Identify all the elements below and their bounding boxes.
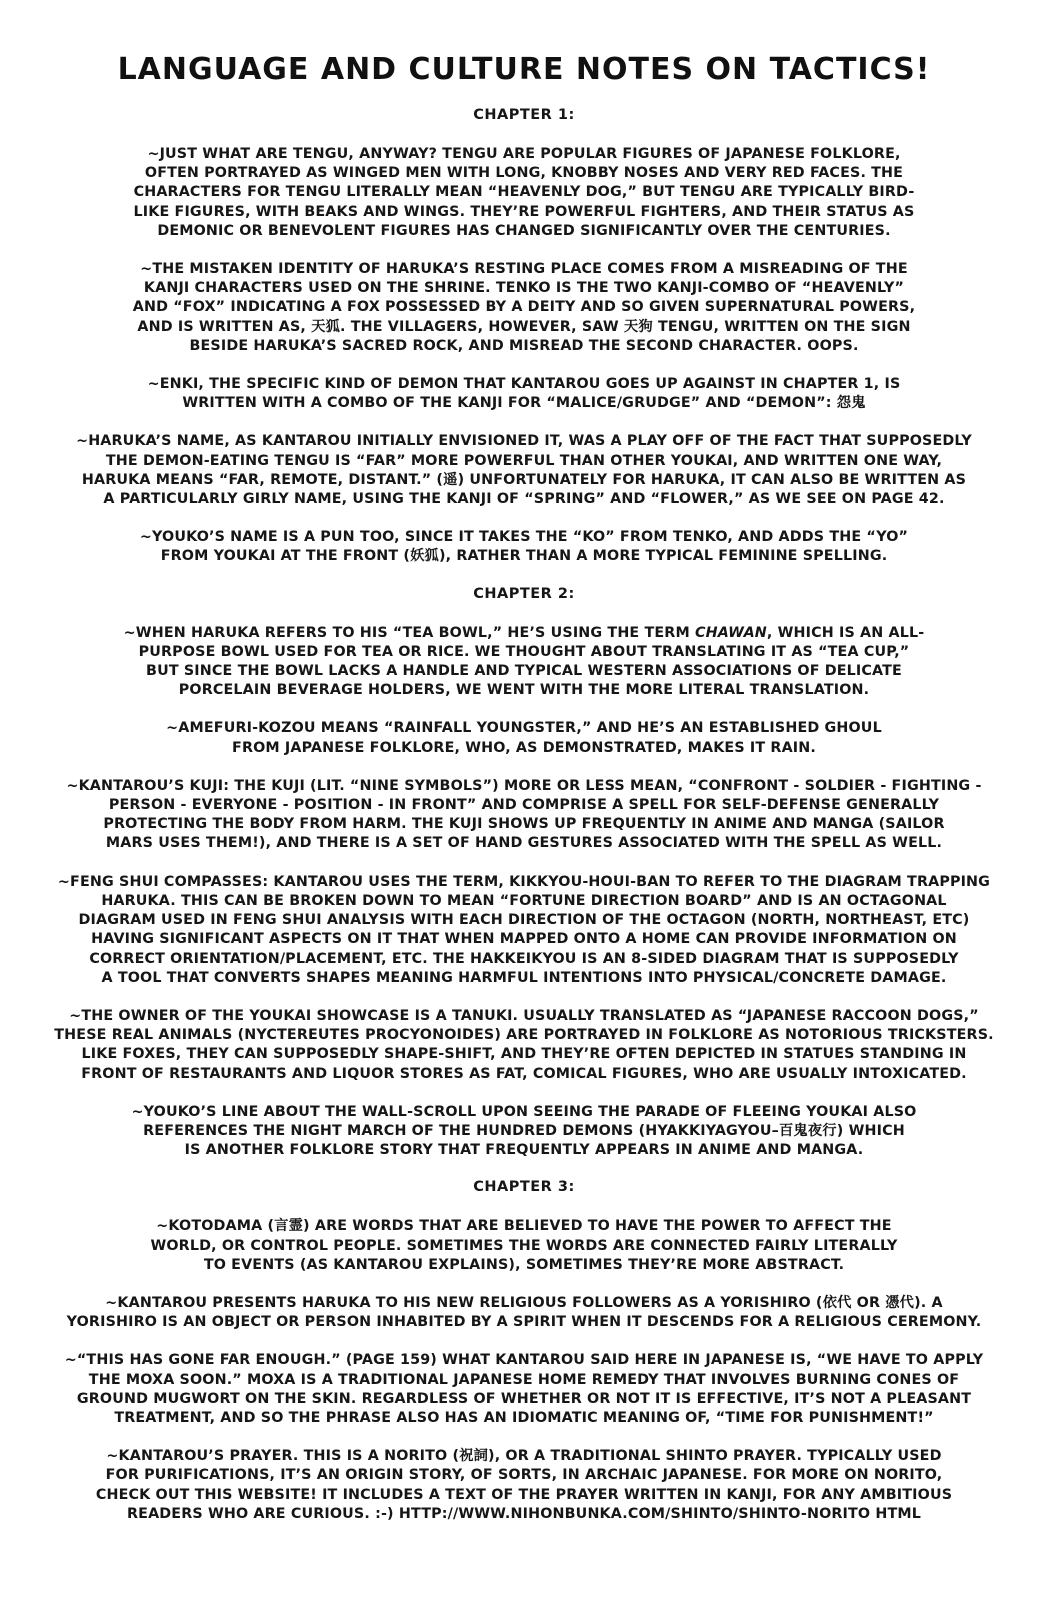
note-line: BESIDE HARUKA’S SACRED ROCK, AND MISREAD THE SECOND CHARACTER. OOPS. [189, 337, 859, 354]
note-line: HARUKA MEANS “FAR, REMOTE, DISTANT.” (遥) UNFORTUNATELY FOR HARUKA, IT CAN ALSO BE WRITTEN AS [81, 471, 967, 488]
note-line: BUT SINCE THE BOWL LACKS A HANDLE AND TYPICAL WESTERN ASSOCIATIONS OF DELICATE [146, 663, 902, 680]
note-line: MARS USES THEM!), AND THERE IS A SET OF HAND GESTURES ASSOCIATED WITH THE SPELL AS WELL. [105, 835, 943, 852]
note-line: AND IS WRITTEN AS, 天狐. THE VILLAGERS, HOWEVER, SAW 天狗 TENGU, WRITTEN ON THE SIGN [137, 318, 911, 335]
note-line: PURPOSE BOWL USED FOR TEA OR RICE. WE THOUGHT ABOUT TRANSLATING IT AS “TEA CUP,” [138, 643, 910, 660]
note-line: ~KANTAROU’S PRAYER. THIS IS A NORITO (祝詞), OR A TRADITIONAL SHINTO PRAYER. TYPICALLY USED [106, 1448, 942, 1465]
note-line: THE MOXA SOON.” MOXA IS A TRADITIONAL JAPANESE HOME REMEDY THAT INVOLVES BURNING CONES OF [88, 1371, 960, 1388]
note-line: A TOOL THAT CONVERTS SHAPES MEANING HARMFUL INTENTIONS INTO PHYSICAL/CONCRETE DAMAGE. [101, 969, 947, 986]
note-line: CHECK OUT THIS WEBSITE! IT INCLUDES A TEXT OF THE PRAYER WRITTEN IN KANJI, FOR ANY AMBITIOUS [95, 1486, 953, 1503]
note-line: ~AMEFURI-KOZOU MEANS “RAINFALL YOUNGSTER,” AND HE’S AN ESTABLISHED GHOUL [166, 720, 882, 737]
note-line: THE DEMON-EATING TENGU IS “FAR” MORE POWERFUL THAN OTHER YOUKAI, AND WRITTEN ONE WAY, [105, 452, 943, 469]
chapter-heading: CHAPTER 2: [473, 585, 575, 602]
note-paragraph [30, 777, 1018, 854]
note-line: ~WHEN HARUKA REFERS TO HIS “TEA BOWL,” HE’S USING THE TERM CHAWAN, WHICH IS AN ALL- [123, 624, 925, 641]
note-line: CORRECT ORIENTATION/PLACEMENT, ETC. THE HAKKEIKYOU IS AN 8-SIDED DIAGRAM THAT IS SUPPOSEDLY [89, 950, 959, 967]
note-paragraph [30, 1294, 1018, 1332]
note-line: ~THE OWNER OF THE YOUKAI SHOWCASE IS A TANUKI. USUALLY TRANSLATED AS “JAPANESE RACCOON DOGS,” [69, 1007, 979, 1024]
chapters-container [30, 107, 1018, 1524]
chapter-section [30, 586, 1018, 1161]
note-line: ~THE MISTAKEN IDENTITY OF HARUKA’S RESTING PLACE COMES FROM A MISREADING OF THE [140, 261, 908, 278]
note-paragraph [30, 1217, 1018, 1275]
note-paragraph [30, 873, 1018, 988]
note-line: KANJI CHARACTERS USED ON THE SHRINE. TENKO IS THE TWO KANJI-COMBO OF “HEAVENLY” [143, 280, 905, 297]
note-line: ~JUST WHAT ARE TENGU, ANYWAY? TENGU ARE POPULAR FIGURES OF JAPANESE FOLKLORE, [147, 146, 901, 162]
note-line: ~YOUKO’S LINE ABOUT THE WALL-SCROLL UPON SEEING THE PARADE OF FLEEING YOUKAI ALSO [131, 1103, 917, 1120]
note-paragraph [30, 1447, 1018, 1524]
page-title: LANGUAGE AND CULTURE NOTES ON TACTICS! [117, 52, 931, 87]
chapter-section [30, 1179, 1018, 1524]
note-line: IS ANOTHER FOLKLORE STORY THAT FREQUENTLY APPEARS IN ANIME AND MANGA. [184, 1142, 864, 1159]
note-paragraph [30, 1103, 1018, 1161]
note-paragraph [30, 145, 1018, 241]
chapter-section [30, 107, 1018, 567]
note-line: FROM YOUKAI AT THE FRONT (妖狐), RATHER THAN A MORE TYPICAL FEMININE SPELLING. [160, 548, 888, 565]
note-line: ~FENG SHUI COMPASSES: KANTAROU USES THE TERM, KIKKYOU-HOUI-BAN TO REFER TO THE DIAGRAM TRAPPING [57, 873, 991, 890]
note-line: ~ENKI, THE SPECIFIC KIND OF DEMON THAT KANTAROU GOES UP AGAINST IN CHAPTER 1, IS [147, 376, 901, 393]
note-line: FOR PURIFICATIONS, IT’S AN ORIGIN STORY, OF SORTS, IN ARCHAIC JAPANESE. FOR MORE ON NORITO, [105, 1467, 943, 1484]
note-line: AND “FOX” INDICATING A FOX POSSESSED BY A DEITY AND SO GIVEN SUPERNATURAL POWERS, [132, 299, 916, 316]
italic-term: CHAWAN [694, 624, 767, 641]
note-line: PORCELAIN BEVERAGE HOLDERS, WE WENT WITH THE MORE LITERAL TRANSLATION. [178, 682, 870, 699]
note-line: ~HARUKA’S NAME, AS KANTAROU INITIALLY ENVISIONED IT, WAS A PLAY OFF OF THE FACT THAT SUPPOSEDLY [76, 433, 972, 450]
note-line: CHARACTERS FOR TENGU LITERALLY MEAN “HEAVENLY DOG,” BUT TENGU ARE TYPICALLY BIRD- [133, 184, 915, 201]
note-line: PROTECTING THE BODY FROM HARM. THE KUJI SHOWS UP FREQUENTLY IN ANIME AND MANGA (SAILOR [103, 816, 945, 833]
note-line: READERS WHO ARE CURIOUS. :-) HTTP://WWW.NIHONBUNKA.COM/SHINTO/SHINTO-NORITO HTML [127, 1505, 921, 1522]
note-line: WORLD, OR CONTROL PEOPLE. SOMETIMES THE WORDS ARE CONNECTED FAIRLY LITERALLY [150, 1237, 898, 1254]
note-paragraph [30, 624, 1018, 701]
chapter-heading: CHAPTER 3: [473, 1179, 575, 1196]
note-line: LIKE FIGURES, WITH BEAKS AND WINGS. THEY’RE POWERFUL FIGHTERS, AND THEIR STATUS AS [133, 203, 915, 220]
note-line: ~KANTAROU PRESENTS HARUKA TO HIS NEW RELIGIOUS FOLLOWERS AS A YORISHIRO (依代 OR 憑代). A [105, 1294, 943, 1311]
note-line: TREATMENT, AND SO THE PHRASE ALSO HAS AN IDIOMATIC MEANING OF, “TIME FOR PUNISHMENT!” [114, 1409, 934, 1426]
note-line: FROM JAPANESE FOLKLORE, WHO, AS DEMONSTRATED, MAKES IT RAIN. [232, 739, 816, 756]
note-paragraph [30, 260, 1018, 356]
note-line: DIAGRAM USED IN FENG SHUI ANALYSIS WITH EACH DIRECTION OF THE OCTAGON (NORTH, NORTHEAST, ETC) [78, 912, 970, 929]
note-line: ~KOTODAMA (言霊) ARE WORDS THAT ARE BELIEVED TO HAVE THE POWER TO AFFECT THE [156, 1218, 892, 1235]
note-paragraph [30, 1007, 1018, 1084]
chapter-heading: CHAPTER 1: [473, 107, 575, 123]
note-paragraph [30, 528, 1018, 566]
note-line: GROUND MUGWORT ON THE SKIN. REGARDLESS OF WHETHER OR NOT IT IS EFFECTIVE, IT’S NOT A PLEASANT [76, 1390, 972, 1407]
note-paragraph [30, 375, 1018, 413]
note-line: THESE REAL ANIMALS (NYCTEREUTES PROCYONOIDES) ARE PORTRAYED IN FOLKLORE AS NOTORIOUS TRICKSTERS. [54, 1027, 994, 1044]
note-line: ~“THIS HAS GONE FAR ENOUGH.” (PAGE 159) WHAT KANTAROU SAID HERE IN JAPANESE IS, “WE HAVE TO APPLY [64, 1352, 984, 1369]
note-paragraph [30, 1351, 1018, 1428]
note-line: TO EVENTS (AS KANTAROU EXPLAINS), SOMETIMES THEY’RE MORE ABSTRACT. [203, 1256, 845, 1273]
note-line: A PARTICULARLY GIRLY NAME, USING THE KANJI OF “SPRING” AND “FLOWER,” AS WE SEE ON PAGE 42. [103, 491, 945, 508]
note-line: WRITTEN WITH A COMBO OF THE KANJI FOR “MALICE/GRUDGE” AND “DEMON”: 怨鬼 [182, 395, 866, 412]
note-line: HARUKA. THIS CAN BE BROKEN DOWN TO MEAN “FORTUNE DIRECTION BOARD” AND IS AN OCTAGONAL [101, 892, 947, 909]
note-line: LIKE FOXES, THEY CAN SUPPOSEDLY SHAPE-SHIFT, AND THEY’RE OFTEN DEPICTED IN STATUES STANDING IN [81, 1046, 967, 1063]
note-paragraph [30, 432, 1018, 509]
note-line: ~YOUKO’S NAME IS A PUN TOO, SINCE IT TAKES THE “KO” FROM TENKO, AND ADDS THE “YO” [139, 529, 909, 546]
note-line: ~KANTAROU’S KUJI: THE KUJI (LIT. “NINE SYMBOLS”) MORE OR LESS MEAN, “CONFRONT - SOLDIER - FIGHTING - [66, 777, 982, 794]
note-line: YORISHIRO IS AN OBJECT OR PERSON INHABITED BY A SPIRIT WHEN IT DESCENDS FOR A RELIGIOUS CEREMONY. [66, 1314, 982, 1331]
note-line: FRONT OF RESTAURANTS AND LIQUOR STORES AS FAT, COMICAL FIGURES, WHO ARE USUALLY INTOXICATED. [81, 1065, 967, 1082]
note-paragraph [30, 719, 1018, 757]
note-line: REFERENCES THE NIGHT MARCH OF THE HUNDRED DEMONS (HYAKKIYAGYOU–百鬼夜行) WHICH [143, 1122, 905, 1139]
note-line: HAVING SIGNIFICANT ASPECTS ON IT THAT WHEN MAPPED ONTO A HOME CAN PROVIDE INFORMATION ON [91, 931, 957, 948]
note-line: PERSON - EVERYONE - POSITION - IN FRONT” AND COMPRISE A SPELL FOR SELF-DEFENSE GENERALLY [108, 797, 940, 814]
note-line: DEMONIC OR BENEVOLENT FIGURES HAS CHANGED SIGNIFICANTLY OVER THE CENTURIES. [157, 222, 891, 239]
note-line: OFTEN PORTRAYED AS WINGED MEN WITH LONG, KNOBBY NOSES AND VERY RED FACES. THE [144, 165, 904, 182]
